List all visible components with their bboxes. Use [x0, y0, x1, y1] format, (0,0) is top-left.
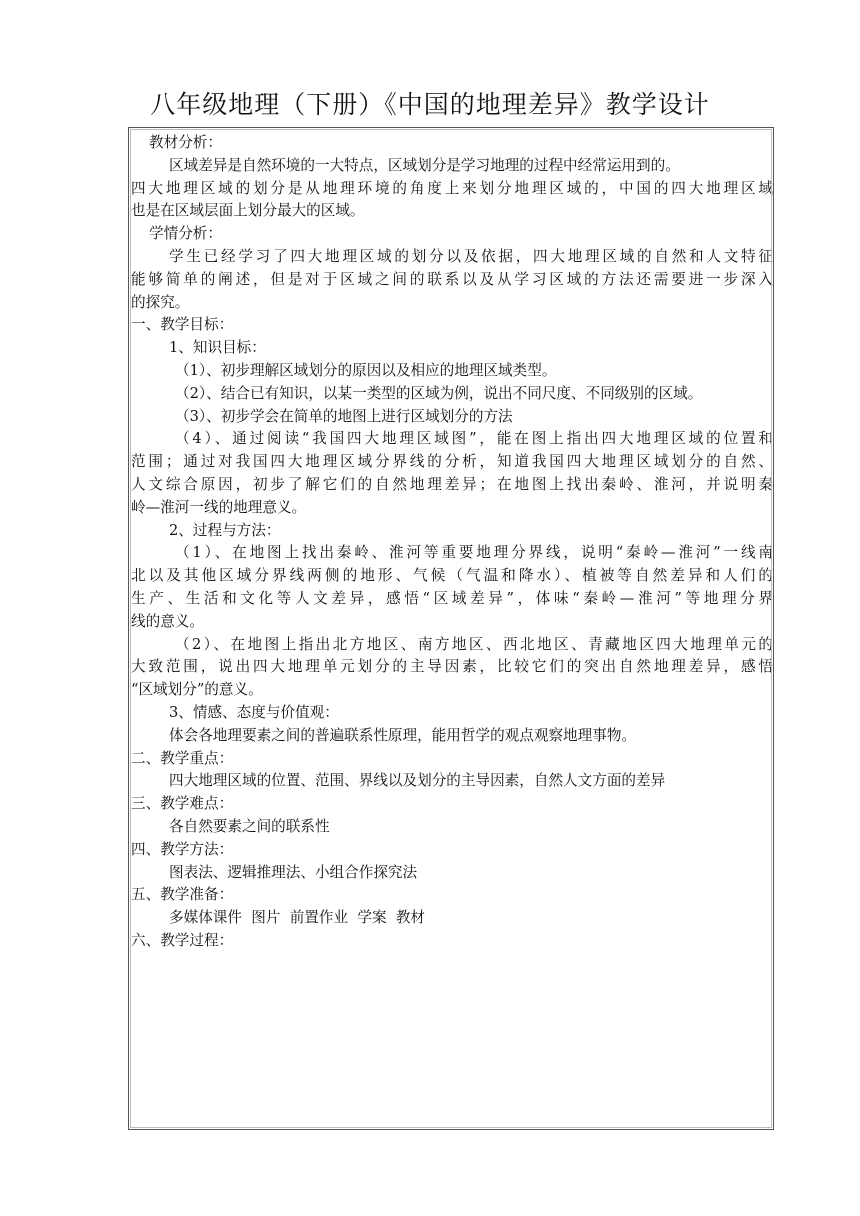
content-table [128, 127, 774, 1130]
process-goal-item: 生产、生活和文化等人文差异，感悟“区域差异”，体味“秦岭—淮河”等地理分界 [131, 589, 773, 607]
process-goal-item: 北以及其他区域分界线两侧的地形、气候（气温和降水）、植被等自然差异和人们的 [131, 567, 773, 585]
knowledge-goal-item: （3）、初步学会在简单的地图上进行区域划分的方法 [175, 407, 513, 425]
document-title: 八年级地理（下册）《中国的地理差异》教学设计 [150, 90, 710, 119]
teaching-process-heading: 六、教学过程： [131, 931, 234, 949]
knowledge-goal-item: （4）、通过阅读“我国四大地理区域图”，能在图上指出四大地理区域的位置和 [175, 430, 773, 448]
student-analysis-line: 学生已经学习了四大地理区域的划分以及依据，四大地理区域的自然和人文特征 [169, 247, 773, 265]
process-goal-item: 线的意义。 [131, 612, 204, 630]
knowledge-goals-heading: 1、知识目标： [169, 339, 266, 357]
key-points-heading: 二、教学重点： [131, 749, 234, 767]
student-analysis-line: 能够简单的阐述，但是对于区域之间的联系以及从学习区域的方法还需要进一步深入 [131, 270, 773, 288]
lesson-plan-body [131, 132, 773, 953]
knowledge-goal-item: 人文综合原因，初步了解它们的自然地理差异；在地图上找出秦岭、淮河，并说明秦 [131, 475, 773, 493]
process-goal-item: （2）、在地图上指出北方地区、南方地区、西北地区、青藏地区四大地理单元的 [175, 635, 773, 653]
student-analysis-heading: 学情分析： [149, 225, 222, 243]
material-analysis-line: 也是在区域层面上划分最大的区域。 [131, 202, 365, 220]
material-analysis-line: 四大地理区域的划分是从地理环境的角度上来划分地理区域的，中国的四大地理区域 [131, 179, 773, 197]
methods-text: 图表法、逻辑推理法、小组合作探究法 [169, 863, 418, 881]
material-analysis-heading: 教材分析： [149, 134, 222, 151]
key-points-text: 四大地理区域的位置、范围、界线以及划分的主导因素，自然人文方面的差异 [169, 772, 666, 790]
emotion-goal-text: 体会各地理要素之间的普遍联系性原理，能用哲学的观点观察地理事物。 [169, 726, 637, 744]
process-goals-heading: 2、过程与方法： [169, 521, 281, 539]
process-goal-item: （1）、在地图上找出秦岭、淮河等重要地理分界线，说明“秦岭—淮河”一线南 [175, 544, 773, 562]
student-analysis-line: 的探究。 [131, 293, 190, 311]
knowledge-goal-item: （1）、初步理解区域划分的原因以及相应的地理区域类型。 [175, 361, 557, 379]
methods-heading: 四、教学方法： [131, 840, 234, 858]
preparation-text: 多媒体课件 图片 前置作业 学案 教材 [169, 909, 426, 927]
goals-heading: 一、教学目标： [131, 316, 234, 334]
material-analysis-line: 区域差异是自然环境的一大特点，区域划分是学习地理的过程中经常运用到的。 [169, 156, 680, 174]
process-goal-item: 大致范围，说出四大地理单元划分的主导因素，比较它们的突出自然地理差异，感悟 [131, 658, 773, 676]
process-goal-item: “区域划分”的意义。 [131, 681, 263, 699]
preparation-heading: 五、教学准备： [131, 886, 234, 904]
knowledge-goal-item: （2）、结合已有知识，以某一类型的区域为例，说出不同尺度、不同级别的区域。 [175, 384, 703, 402]
emotion-goals-heading: 3、情感、态度与价值观： [169, 703, 339, 721]
knowledge-goal-item: 岭—淮河一线的地理意义。 [131, 498, 307, 516]
difficulties-heading: 三、教学难点： [131, 795, 234, 813]
knowledge-goal-item: 范围；通过对我国四大地理区域分界线的分析，知道我国四大地理区域划分的自然、 [131, 453, 773, 471]
difficulties-text: 各自然要素之间的联系性 [169, 817, 330, 835]
